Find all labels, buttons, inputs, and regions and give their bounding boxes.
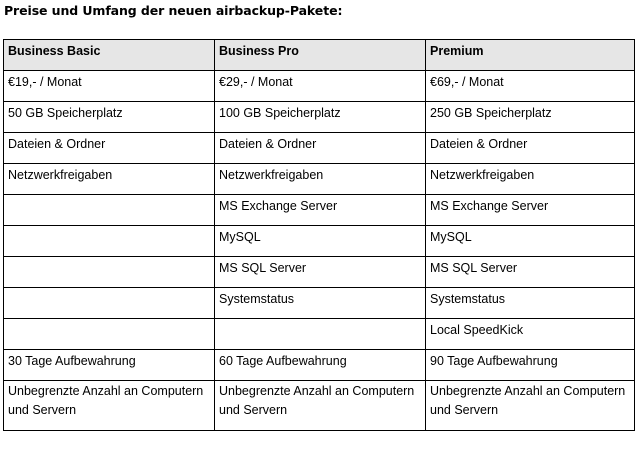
table-cell xyxy=(4,319,215,350)
table-cell: Unbegrenzte Anzahl an Computern und Servern xyxy=(215,381,426,431)
table-cell: Netzwerkfreigaben xyxy=(215,164,426,195)
header-premium: Premium xyxy=(426,40,635,71)
table-cell: 30 Tage Aufbewahrung xyxy=(4,350,215,381)
table-cell: 50 GB Speicherplatz xyxy=(4,102,215,133)
table-row-exchange xyxy=(4,195,635,226)
header-business-basic: Business Basic xyxy=(4,40,215,71)
table-cell: Dateien & Ordner xyxy=(215,133,426,164)
table-cell: MS Exchange Server xyxy=(426,195,635,226)
table-cell: 60 Tage Aufbewahrung xyxy=(215,350,426,381)
table-cell: 250 GB Speicherplatz xyxy=(426,102,635,133)
table-cell: €19,- / Monat xyxy=(4,71,215,102)
table-cell: Systemstatus xyxy=(215,288,426,319)
table-cell xyxy=(4,288,215,319)
table-cell: Dateien & Ordner xyxy=(4,133,215,164)
table-row-systemstatus xyxy=(4,288,635,319)
table-row-network-shares xyxy=(4,164,635,195)
table-cell xyxy=(215,319,426,350)
table-cell: Unbegrenzte Anzahl an Computern und Servern xyxy=(426,381,635,431)
header-business-pro: Business Pro xyxy=(215,40,426,71)
table-cell: Unbegrenzte Anzahl an Computern und Servern xyxy=(4,381,215,431)
table-cell: 100 GB Speicherplatz xyxy=(215,102,426,133)
table-cell: Netzwerkfreigaben xyxy=(4,164,215,195)
table-header-row xyxy=(4,40,635,71)
table-cell: Dateien & Ordner xyxy=(426,133,635,164)
table-cell: €69,- / Monat xyxy=(426,71,635,102)
table-row-mssql xyxy=(4,257,635,288)
table-row-price xyxy=(4,71,635,102)
table-row-storage xyxy=(4,102,635,133)
page-title: Preise und Umfang der neuen airbackup-Pakete: xyxy=(4,3,343,18)
pricing-table xyxy=(3,39,635,431)
table-cell: MS Exchange Server xyxy=(215,195,426,226)
table-cell: 90 Tage Aufbewahrung xyxy=(426,350,635,381)
table-cell: MySQL xyxy=(426,226,635,257)
table-cell: Local SpeedKick xyxy=(426,319,635,350)
table-cell: MySQL xyxy=(215,226,426,257)
table-cell xyxy=(4,226,215,257)
table-row-unlimited-devices xyxy=(4,381,635,431)
table-row-speedkick xyxy=(4,319,635,350)
table-cell xyxy=(4,195,215,226)
table-cell: MS SQL Server xyxy=(426,257,635,288)
table-row-files xyxy=(4,133,635,164)
table-cell: MS SQL Server xyxy=(215,257,426,288)
table-cell: €29,- / Monat xyxy=(215,71,426,102)
table-row-retention xyxy=(4,350,635,381)
table-cell xyxy=(4,257,215,288)
table-row-mysql xyxy=(4,226,635,257)
table-cell: Systemstatus xyxy=(426,288,635,319)
table-cell: Netzwerkfreigaben xyxy=(426,164,635,195)
